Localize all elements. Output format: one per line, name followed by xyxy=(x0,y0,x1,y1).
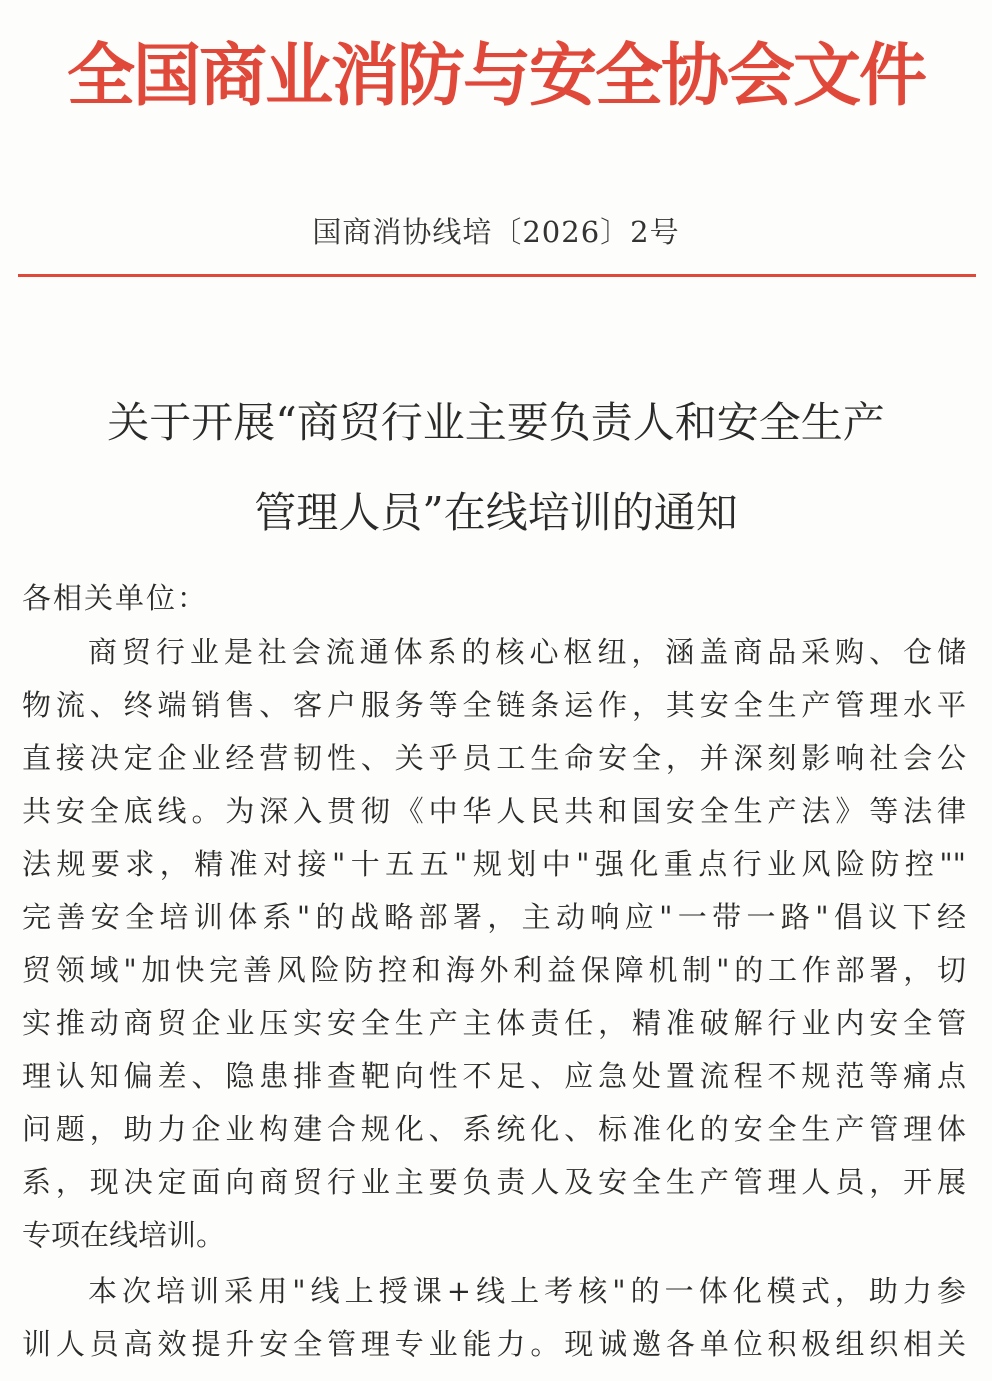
document-title xyxy=(0,378,992,558)
body-line: 完善安全培训体系"的战略部署，主动响应"一带一路"倡议下经 xyxy=(22,900,966,934)
body-line: 训人员高效提升安全管理专业能力。现诚邀各单位积极组织相关 xyxy=(22,1327,966,1361)
body-line: 理认知偏差、隐患排查靶向性不足、应急处置流程不规范等痛点 xyxy=(22,1059,966,1093)
document-number: 国商消协线培〔2026〕2号 xyxy=(312,215,680,249)
body-line: 共安全底线。为深入贯彻《中华人民共和国安全生产法》等法律 xyxy=(22,794,966,828)
body-line: 直接决定企业经营韧性、关乎员工生命安全，并深刻影响社会公 xyxy=(22,741,966,775)
letterhead-title: 全国商业消防与安全协会文件 xyxy=(66,36,925,116)
title-line-2: 管理人员”在线培训的通知 xyxy=(254,488,738,537)
letterhead-divider xyxy=(18,274,976,277)
body-line: 贸领域"加快完善风险防控和海外利益保障机制"的工作部署，切 xyxy=(22,953,966,987)
body-line: 商贸行业是社会流通体系的核心枢纽，涵盖商品采购、仓储 xyxy=(88,635,966,669)
body-line: 专项在线培训。 xyxy=(22,1218,226,1252)
body-line: 物流、终端销售、客户服务等全链条运作，其安全生产管理水平 xyxy=(22,688,966,722)
body-line: 实推动商贸企业压实安全生产主体责任，精准破解行业内安全管 xyxy=(22,1006,966,1040)
body-line: 法规要求，精准对接"十五五"规划中"强化重点行业风险防控"" xyxy=(22,847,966,881)
body-line: 问题，助力企业构建合规化、系统化、标准化的安全生产管理体 xyxy=(22,1112,966,1146)
body-line: 本次培训采用"线上授课+线上考核"的一体化模式，助力参 xyxy=(88,1274,966,1308)
body-line: 系，现决定面向商贸行业主要负责人及安全生产管理人员，开展 xyxy=(22,1165,966,1199)
salutation: 各相关单位： xyxy=(22,581,209,615)
title-line-1: 关于开展“商贸行业主要负责人和安全生产 xyxy=(107,398,885,447)
